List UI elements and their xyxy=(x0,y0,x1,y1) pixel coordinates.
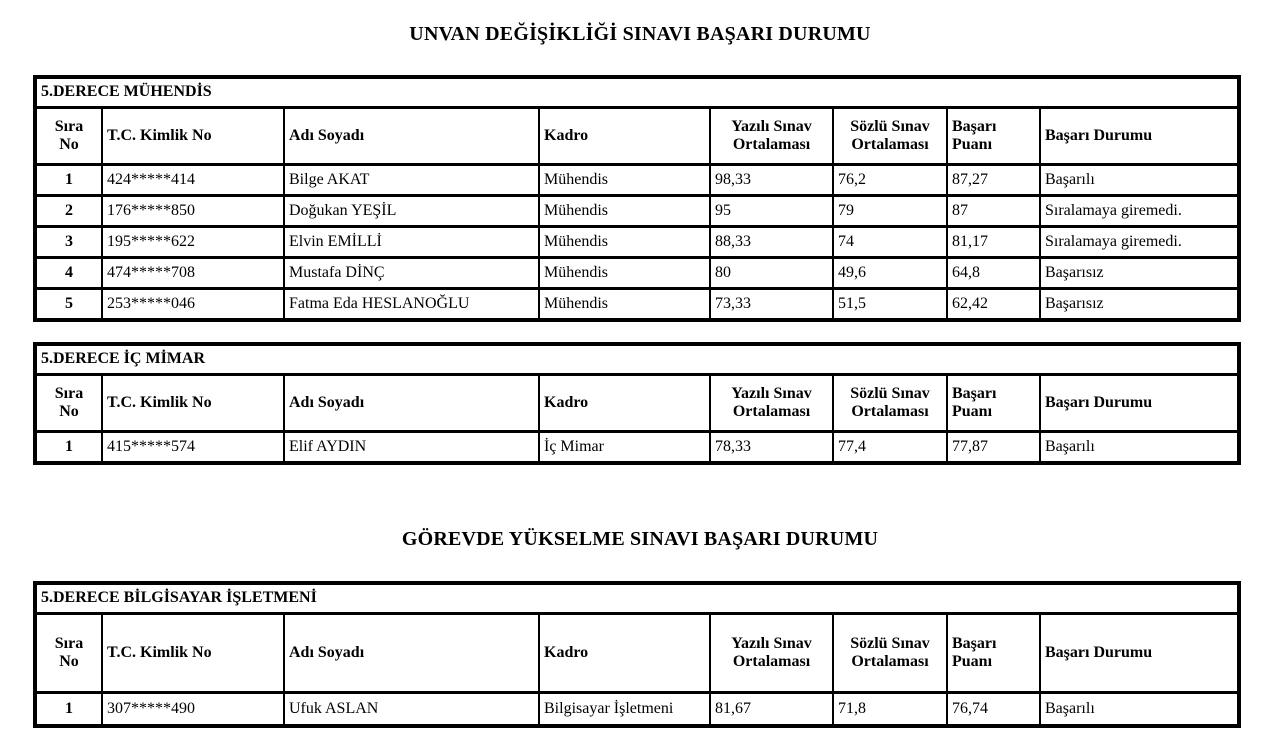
column-header-yazili-sinav: Yazılı Sınav Ortalaması xyxy=(710,614,833,693)
table-row xyxy=(35,196,1239,227)
cell-adi-soyadi: Bilge AKAT xyxy=(284,165,539,196)
table-row xyxy=(35,227,1239,258)
cell-sozlu-sinav: 51,5 xyxy=(833,289,947,321)
results-table-bilgisayar-isletmeni xyxy=(33,581,1241,728)
cell-yazili-sinav: 78,33 xyxy=(710,432,833,464)
page-title-gorevde-yukselme: GÖREVDE YÜKSELME SINAVI BAŞARI DURUMU xyxy=(401,528,879,550)
column-header-basari-durumu: Başarı Durumu xyxy=(1040,108,1239,165)
results-table-muhendis xyxy=(33,75,1241,322)
header-row xyxy=(35,375,1239,432)
cell-sira-no: 3 xyxy=(35,227,102,258)
header-row xyxy=(35,108,1239,165)
cell-basari-puani: 77,87 xyxy=(947,432,1040,464)
column-header-tc-kimlik-no: T.C. Kimlik No xyxy=(102,614,284,693)
cell-basari-puani: 64,8 xyxy=(947,258,1040,289)
cell-basari-puani: 76,74 xyxy=(947,693,1040,727)
cell-tc-kimlik-no: 424*****414 xyxy=(102,165,284,196)
section-title-row xyxy=(35,344,1239,375)
cell-yazili-sinav: 73,33 xyxy=(710,289,833,321)
column-header-sira-no: Sıra No xyxy=(35,108,102,165)
cell-yazili-sinav: 88,33 xyxy=(710,227,833,258)
cell-basari-durumu: Başarılı xyxy=(1040,432,1239,464)
column-header-kadro: Kadro xyxy=(539,614,710,693)
table-row xyxy=(35,165,1239,196)
column-header-sira-no: Sıra No xyxy=(35,375,102,432)
column-header-basari-durumu: Başarı Durumu xyxy=(1040,375,1239,432)
cell-basari-puani: 87 xyxy=(947,196,1040,227)
cell-sira-no: 2 xyxy=(35,196,102,227)
cell-kadro: İç Mimar xyxy=(539,432,710,464)
cell-yazili-sinav: 98,33 xyxy=(710,165,833,196)
column-header-tc-kimlik-no: T.C. Kimlik No xyxy=(102,108,284,165)
cell-basari-durumu: Sıralamaya giremedi. xyxy=(1040,227,1239,258)
cell-basari-puani: 81,17 xyxy=(947,227,1040,258)
cell-tc-kimlik-no: 474*****708 xyxy=(102,258,284,289)
column-header-yazili-sinav: Yazılı Sınav Ortalaması xyxy=(710,108,833,165)
cell-sira-no: 4 xyxy=(35,258,102,289)
section-title: 5.DERECE İÇ MİMAR xyxy=(35,344,1239,375)
cell-sira-no: 5 xyxy=(35,289,102,321)
cell-basari-durumu: Sıralamaya giremedi. xyxy=(1040,196,1239,227)
cell-kadro: Mühendis xyxy=(539,227,710,258)
cell-kadro: Mühendis xyxy=(539,196,710,227)
column-header-basari-puani: Başarı Puanı xyxy=(947,614,1040,693)
cell-kadro: Mühendis xyxy=(539,165,710,196)
table-row xyxy=(35,258,1239,289)
cell-tc-kimlik-no: 415*****574 xyxy=(102,432,284,464)
cell-yazili-sinav: 95 xyxy=(710,196,833,227)
section-title: 5.DERECE MÜHENDİS xyxy=(35,77,1239,108)
header-row xyxy=(35,614,1239,693)
cell-kadro: Mühendis xyxy=(539,258,710,289)
cell-adi-soyadi: Ufuk ASLAN xyxy=(284,693,539,727)
cell-sozlu-sinav: 79 xyxy=(833,196,947,227)
cell-adi-soyadi: Elif AYDIN xyxy=(284,432,539,464)
column-header-sira-no: Sıra No xyxy=(35,614,102,693)
cell-kadro: Mühendis xyxy=(539,289,710,321)
cell-sozlu-sinav: 76,2 xyxy=(833,165,947,196)
column-header-sozlu-sinav: Sözlü Sınav Ortalaması xyxy=(833,375,947,432)
cell-adi-soyadi: Doğukan YEŞİL xyxy=(284,196,539,227)
cell-yazili-sinav: 81,67 xyxy=(710,693,833,727)
cell-tc-kimlik-no: 253*****046 xyxy=(102,289,284,321)
table-row xyxy=(35,289,1239,321)
column-header-yazili-sinav: Yazılı Sınav Ortalaması xyxy=(710,375,833,432)
cell-yazili-sinav: 80 xyxy=(710,258,833,289)
column-header-basari-durumu: Başarı Durumu xyxy=(1040,614,1239,693)
cell-basari-durumu: Başarısız xyxy=(1040,258,1239,289)
column-header-kadro: Kadro xyxy=(539,108,710,165)
column-header-adi-soyadi: Adı Soyadı xyxy=(284,375,539,432)
column-header-basari-puani: Başarı Puanı xyxy=(947,108,1040,165)
cell-tc-kimlik-no: 307*****490 xyxy=(102,693,284,727)
page-title-unvan-degisikligi: UNVAN DEĞİŞİKLİĞİ SINAVI BAŞARI DURUMU xyxy=(409,23,871,45)
column-header-adi-soyadi: Adı Soyadı xyxy=(284,108,539,165)
cell-sozlu-sinav: 71,8 xyxy=(833,693,947,727)
column-header-sozlu-sinav: Sözlü Sınav Ortalaması xyxy=(833,614,947,693)
column-header-tc-kimlik-no: T.C. Kimlik No xyxy=(102,375,284,432)
column-header-basari-puani: Başarı Puanı xyxy=(947,375,1040,432)
cell-adi-soyadi: Elvin EMİLLİ xyxy=(284,227,539,258)
cell-tc-kimlik-no: 195*****622 xyxy=(102,227,284,258)
section-title-row xyxy=(35,583,1239,614)
cell-kadro: Bilgisayar İşletmeni xyxy=(539,693,710,727)
section-title-row xyxy=(35,77,1239,108)
cell-sozlu-sinav: 49,6 xyxy=(833,258,947,289)
column-header-adi-soyadi: Adı Soyadı xyxy=(284,614,539,693)
column-header-sozlu-sinav: Sözlü Sınav Ortalaması xyxy=(833,108,947,165)
cell-basari-puani: 87,27 xyxy=(947,165,1040,196)
cell-sira-no: 1 xyxy=(35,432,102,464)
cell-basari-durumu: Başarılı xyxy=(1040,693,1239,727)
cell-sira-no: 1 xyxy=(35,165,102,196)
cell-tc-kimlik-no: 176*****850 xyxy=(102,196,284,227)
cell-sozlu-sinav: 74 xyxy=(833,227,947,258)
table-row xyxy=(35,693,1239,727)
table-row xyxy=(35,432,1239,464)
column-header-kadro: Kadro xyxy=(539,375,710,432)
cell-basari-durumu: Başarısız xyxy=(1040,289,1239,321)
cell-sira-no: 1 xyxy=(35,693,102,727)
cell-basari-puani: 62,42 xyxy=(947,289,1040,321)
cell-adi-soyadi: Fatma Eda HESLANOĞLU xyxy=(284,289,539,321)
cell-sozlu-sinav: 77,4 xyxy=(833,432,947,464)
section-title: 5.DERECE BİLGİSAYAR İŞLETMENİ xyxy=(35,583,1239,614)
cell-adi-soyadi: Mustafa DİNÇ xyxy=(284,258,539,289)
cell-basari-durumu: Başarılı xyxy=(1040,165,1239,196)
results-table-ic-mimar xyxy=(33,342,1241,465)
